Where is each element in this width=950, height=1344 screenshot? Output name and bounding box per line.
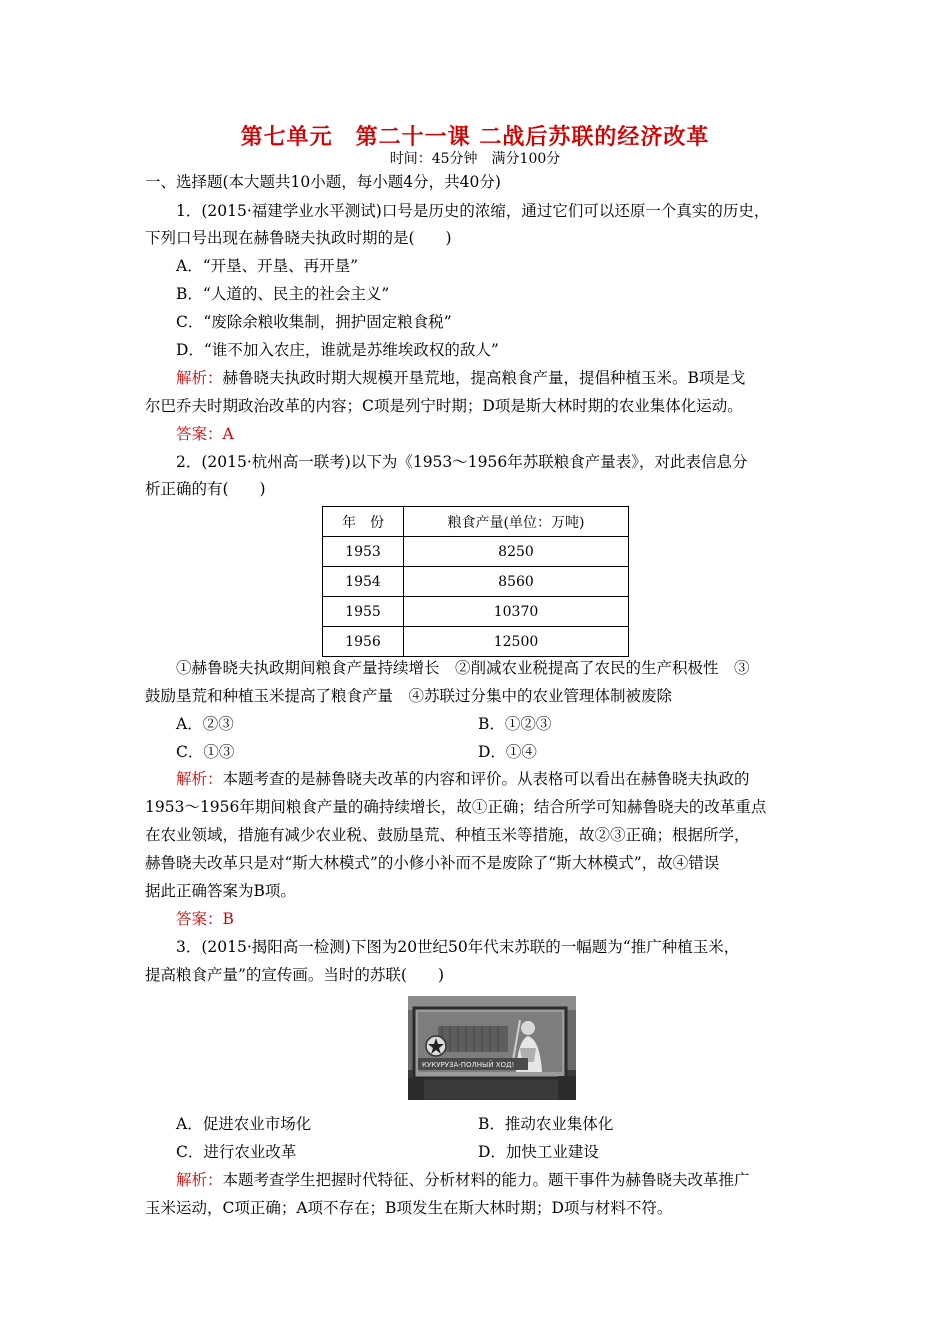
q2-option-b: B．①②③ bbox=[478, 715, 552, 733]
table-row bbox=[323, 627, 629, 657]
q1-analysis-label: 解析： bbox=[176, 369, 223, 387]
poster-caption: КУКУРУЗА-ПОЛНЫЙ ХОД! bbox=[422, 1061, 515, 1069]
poster-illustration bbox=[408, 996, 576, 1100]
table-cell-year: 1956 bbox=[323, 627, 404, 657]
q2-option-c: C．①③ bbox=[176, 743, 235, 761]
q1-analysis-text: 赫鲁晓夫执政时期大规模开垦荒地，提高粮食产量，提倡种植玉米。B项是戈 bbox=[222, 369, 746, 387]
q2-analysis-line-5: 据此正确答案为B项。 bbox=[145, 882, 296, 900]
grain-output-table bbox=[322, 506, 629, 657]
q2-statements-line-1: ①赫鲁晓夫执政期间粮食产量持续增长 ②削减农业税提高了农民的生产积极性 ③ bbox=[176, 659, 750, 677]
table-cell-year: 1955 bbox=[323, 597, 404, 627]
q1-option-b: B．“人道的、民主的社会主义” bbox=[176, 285, 390, 303]
page-title: 第七单元 第二十一课 二战后苏联的经济改革 bbox=[240, 124, 710, 150]
table-cell-output: 8560 bbox=[404, 567, 629, 597]
q2-statements-line-2: 鼓励垦荒和种植玉米提高了粮食产量 ④苏联过分集中的农业管理体制被废除 bbox=[145, 687, 673, 705]
q3-analysis-line-1 bbox=[176, 1170, 750, 1190]
q1-analysis-line-1 bbox=[176, 368, 745, 388]
q1-option-a: A．“开垦、开垦、再开垦” bbox=[176, 257, 359, 275]
table-cell-output: 8250 bbox=[404, 537, 629, 567]
table-header-output: 粮食产量(单位：万吨) bbox=[404, 507, 629, 537]
q2-analysis-label: 解析： bbox=[176, 770, 223, 788]
q3-option-d: D．加快工业建设 bbox=[478, 1143, 599, 1161]
table-header-year: 年 份 bbox=[323, 507, 404, 537]
section-heading: 一、选择题(本大题共10小题，每小题4分，共40分) bbox=[145, 173, 501, 191]
q3-option-c: C．进行农业改革 bbox=[176, 1143, 297, 1161]
q2-analysis-line-4: 赫鲁晓夫改革只是对“斯大林模式”的小修小补而不是废除了“斯大林模式”，故④错误 bbox=[145, 854, 720, 872]
q1-option-d: D．“谁不加入农庄，谁就是苏维埃政权的敌人” bbox=[176, 341, 499, 359]
q2-option-d: D．①④ bbox=[478, 743, 537, 761]
table-cell-year: 1953 bbox=[323, 537, 404, 567]
q2-analysis-line-3: 在农业领域，措施有减少农业税、鼓励垦荒、种植玉米等措施，故②③正确；根据所学， bbox=[145, 826, 750, 844]
q3-stem-line-1: 3．(2015·揭阳高一检测)下图为20世纪50年代末苏联的一幅题为“推广种植玉米， bbox=[176, 938, 740, 956]
q2-analysis-text: 本题考查的是赫鲁晓夫改革的内容和评价。从表格可以看出在赫鲁晓夫执政的 bbox=[222, 770, 750, 788]
q2-analysis-line-2: 1953～1956年期间粮食产量的确持续增长，故①正确；结合所学可知赫鲁晓夫的改革重点 bbox=[145, 798, 767, 816]
q2-option-a: A．②③ bbox=[176, 715, 234, 733]
q1-option-c: C．“废除余粮收集制，拥护固定粮食税” bbox=[176, 313, 452, 331]
q1-stem-line-1: 1．(2015·福建学业水平测试)口号是历史的浓缩，通过它们可以还原一个真实的历史， bbox=[176, 202, 770, 220]
table-cell-output: 10370 bbox=[404, 597, 629, 627]
q1-answer: 答案：A bbox=[176, 425, 234, 443]
q1-stem-line-2: 下列口号出现在赫鲁晓夫执政时期的是( ) bbox=[145, 229, 452, 247]
q3-option-b: B．推动农业集体化 bbox=[478, 1115, 614, 1133]
q2-answer: 答案：B bbox=[176, 910, 234, 928]
q3-analysis-label: 解析： bbox=[176, 1171, 223, 1189]
table-row bbox=[323, 597, 629, 627]
q3-analysis-text: 本题考查学生把握时代特征、分析材料的能力。题干事件为赫鲁晓夫改革推广 bbox=[222, 1171, 750, 1189]
exam-time-info: 时间：45分钟 满分100分 bbox=[389, 151, 561, 167]
table-cell-output: 12500 bbox=[404, 627, 629, 657]
q2-stem-line-2: 析正确的有( ) bbox=[145, 480, 266, 498]
q2-analysis-line-1 bbox=[176, 769, 750, 789]
table-header-row bbox=[323, 507, 629, 537]
table-cell-year: 1954 bbox=[323, 567, 404, 597]
q1-analysis-line-2: 尔巴乔夫时期政治改革的内容；C项是列宁时期；D项是斯大林时期的农业集体化运动。 bbox=[145, 397, 743, 415]
q3-stem-line-2: 提高粮食产量”的宣传画。当时的苏联( ) bbox=[145, 966, 445, 984]
q3-analysis-line-2: 玉米运动，C项正确；A项不存在；B项发生在斯大林时期；D项与材料不符。 bbox=[145, 1199, 673, 1217]
table-row bbox=[323, 537, 629, 567]
table-row bbox=[323, 567, 629, 597]
propaganda-poster-image bbox=[408, 996, 576, 1100]
q2-stem-line-1: 2．(2015·杭州高一联考)以下为《1953～1956年苏联粮食产量表》，对此表信息分 bbox=[176, 453, 748, 471]
q3-option-a: A．促进农业市场化 bbox=[176, 1115, 312, 1133]
